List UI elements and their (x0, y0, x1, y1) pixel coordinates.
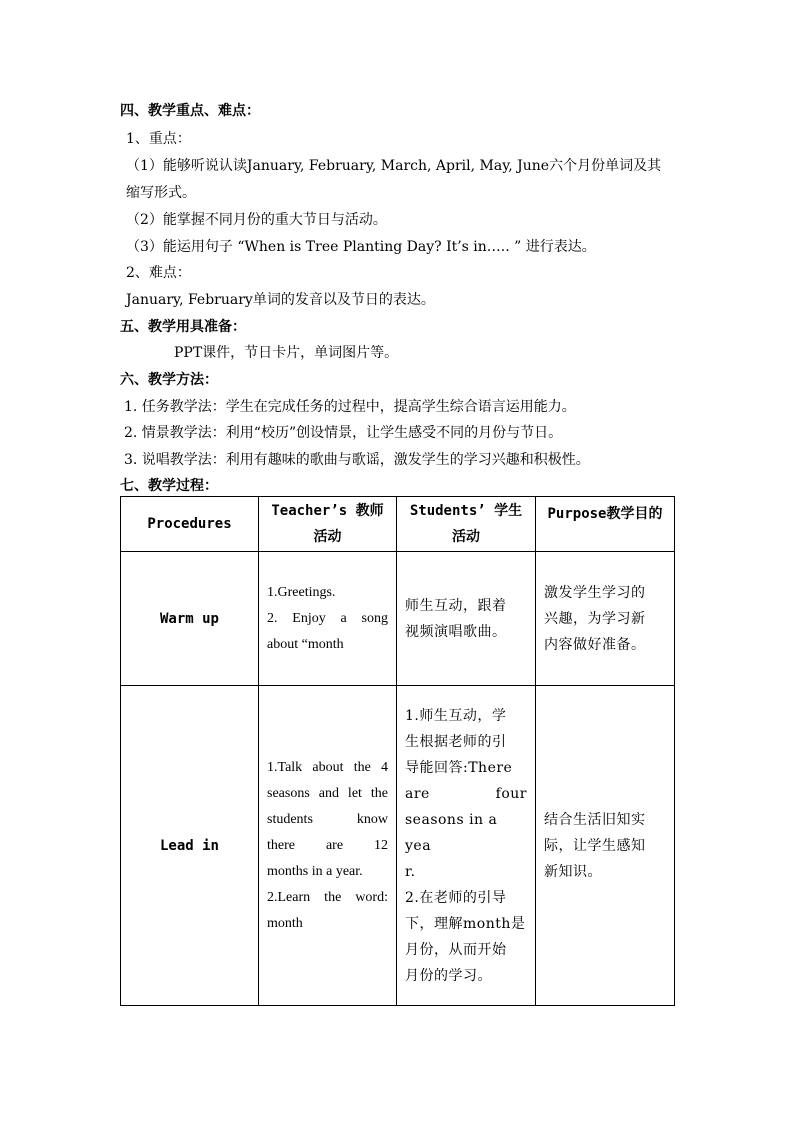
row2-students-line: 月份的学习。 (405, 967, 492, 984)
row1-purpose-line: 激发学生学习的 (544, 584, 646, 601)
row2-students (397, 686, 536, 1006)
row2-teacher-line: seasons and let the (267, 785, 388, 801)
section4-heading: 四、教学重点、难点： (120, 103, 260, 119)
row2-students-line: 月份，从而开始 (405, 941, 507, 958)
row1-purpose-line: 内容做好准备。 (544, 636, 646, 653)
section5-heading: 五、教学用具准备： (120, 319, 246, 335)
header-purpose: Purpose教学目的 (536, 497, 675, 552)
header-teacher-line1: Teacher’s 教师 (271, 503, 384, 519)
method-item-3: 3. 说唱教学法：利用有趣味的歌曲与歌谣，激发学生的学习兴趣和积极性。 (124, 452, 590, 468)
table-row (121, 686, 675, 1006)
header-students-line2: 活动 (452, 529, 480, 545)
difficult-points-label: 2、难点： (126, 265, 191, 281)
row1-teacher (259, 552, 397, 686)
row1-purpose (536, 552, 675, 686)
header-students-line1: Students’ 学生 (409, 503, 523, 519)
row2-teacher-line: students know (267, 811, 388, 827)
row2-students-line: seasons in a yea (405, 811, 498, 854)
row2-students-line: 2.在老师的引导 (405, 889, 507, 906)
key-point-1-line1: （1）能够听说认读January, February, March, April, May, June六个月份单词及其 (126, 158, 662, 174)
key-point-3: （3）能运用句子 “When is Tree Planting Day? It’s in….. ” 进行表达。 (126, 239, 596, 255)
row2-teacher-line: month (267, 915, 303, 931)
key-point-1-line2: 缩写形式。 (126, 185, 196, 201)
teaching-aids-text: PPT课件，节日卡片，单词图片等。 (174, 345, 399, 361)
row1-students-line: 师生互动，跟着 (405, 597, 507, 614)
row2-teacher-line: there are 12 (267, 837, 388, 853)
method-item-2: 2. 情景教学法：利用“校历”创设情景，让学生感受不同的月份与节日。 (124, 425, 563, 441)
row2-procedure: Lead in (121, 686, 259, 1006)
table-header-row (121, 497, 675, 552)
procedure-table (120, 496, 675, 1006)
row2-purpose-line: 际，让学生感知 (544, 837, 646, 854)
key-point-2: （2）能掌握不同月份的重大节日与活动。 (126, 212, 387, 228)
row2-purpose (536, 686, 675, 1006)
header-procedures: Procedures (121, 497, 259, 552)
row1-teacher-line: 2. Enjoy a song (267, 610, 388, 626)
row2-teacher-line: 1.Talk about the 4 (267, 759, 388, 775)
row2-students-line: 导能回答:There (405, 759, 513, 776)
row1-students-line: 视频演唱歌曲。 (405, 623, 507, 640)
row2-purpose-line: 新知识。 (544, 863, 602, 880)
row2-students-line: 下，理解month是 (405, 915, 526, 932)
table-row (121, 552, 675, 686)
row2-students-line: 生根据老师的引 (405, 733, 507, 750)
row2-teacher-line: months in a year. (267, 863, 363, 879)
section6-heading: 六、教学方法： (120, 372, 218, 388)
header-teacher-line2: 活动 (313, 529, 342, 545)
header-students (397, 497, 536, 552)
row2-teacher-line: 2.Learn the word: (267, 889, 388, 905)
row1-procedure: Warm up (121, 552, 259, 686)
header-teacher (259, 497, 397, 552)
section7-heading: 七、教学过程： (120, 478, 218, 494)
difficult-points-text: January, February单词的发音以及节日的表达。 (126, 292, 435, 308)
row2-students-line: are four (405, 785, 527, 802)
row1-teacher-line: about “month (267, 636, 344, 652)
key-points-label: 1、重点： (126, 131, 191, 147)
row1-students (397, 552, 536, 686)
row2-students-line: 1.师生互动，学 (405, 707, 507, 724)
row1-teacher-line: 1.Greetings. (267, 584, 336, 600)
row2-purpose-line: 结合生活旧知实 (544, 811, 646, 828)
method-item-1: 1. 任务教学法：学生在完成任务的过程中，提高学生综合语言运用能力。 (124, 399, 576, 415)
row2-students-line: r. (405, 863, 416, 880)
row1-purpose-line: 兴趣，为学习新 (544, 610, 646, 627)
row2-teacher (259, 686, 397, 1006)
